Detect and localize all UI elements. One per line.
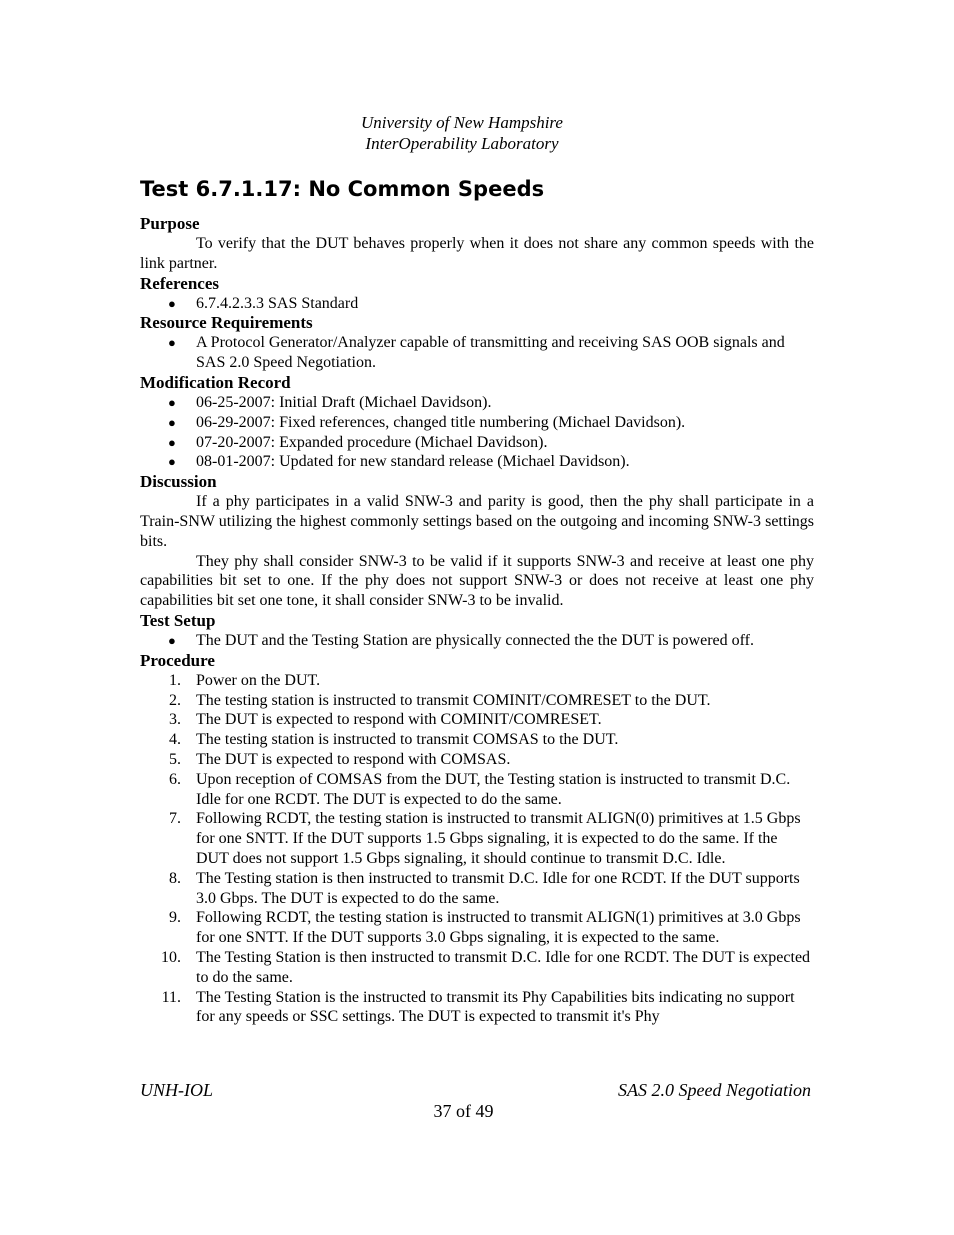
step-number: 2. — [169, 691, 181, 709]
procedure-step — [140, 908, 814, 948]
header-lab: InterOperability Laboratory — [365, 134, 559, 153]
list-item: ● The DUT and the Testing Station are physically connected the the DUT is powered off. — [140, 631, 814, 651]
step-number: 11. — [161, 988, 181, 1006]
procedure-step — [140, 750, 814, 770]
procedure-heading: Procedure — [140, 650, 215, 670]
procedure-step — [140, 691, 814, 711]
references-heading: References — [140, 273, 219, 293]
page-header — [0, 112, 924, 154]
step-text: The testing station is instructed to transmit COMSAS to the DUT. — [196, 731, 619, 749]
header-university: University of New Hampshire — [361, 113, 563, 132]
footer-org: UNH-IOL — [140, 1080, 214, 1100]
resources-heading: Resource Requirements — [140, 313, 313, 333]
step-number: 9. — [169, 909, 181, 927]
list-item: ● 07-20-2007: Expanded procedure (Michael Davidson). — [140, 433, 814, 453]
procedure-step — [140, 710, 814, 730]
step-text: The Testing station is then instructed to transmit D.C. Idle for one RCDT. If the DUT supports 3.0 Gbps. The DUT is expected to do the same. — [196, 869, 800, 907]
step-text: The DUT is expected to respond with COMINIT/COMRESET. — [196, 711, 602, 729]
list-item: ● 6.7.4.2.3.3 SAS Standard — [140, 294, 814, 314]
procedure-step — [140, 869, 814, 909]
list-item: ● 06-25-2007: Initial Draft (Michael Davidson). — [140, 393, 814, 413]
list-item: ● A Protocol Generator/Analyzer capable of transmitting and receiving SAS OOB signals and SAS 2.0 Speed Negotiation. — [140, 333, 814, 373]
page-title: Test 6.7.1.17: No Common Speeds — [140, 177, 545, 201]
step-text: The testing station is instructed to transmit COMINIT/COMRESET to the DUT. — [196, 691, 711, 709]
purpose-text: To verify that the DUT behaves properly when it does not share any common speeds with the link partner. — [140, 235, 814, 272]
setup-list — [140, 631, 814, 651]
procedure-list — [140, 671, 814, 1027]
step-text: The DUT is expected to respond with COMSAS. — [196, 750, 511, 768]
procedure-step — [140, 671, 814, 691]
resources-list — [140, 333, 814, 373]
procedure-step — [140, 730, 814, 750]
footer-doc-title: SAS 2.0 Speed Negotiation — [618, 1080, 811, 1100]
references-list — [140, 294, 814, 314]
step-number: 1. — [169, 671, 181, 689]
step-number: 10. — [161, 948, 181, 966]
step-text: Power on the DUT. — [196, 671, 321, 689]
procedure-step — [140, 770, 814, 810]
setup-heading: Test Setup — [140, 610, 216, 630]
step-number: 3. — [169, 711, 181, 729]
discussion-paragraph: If a phy participates in a valid SNW-3 and parity is good, then the phy shall participate in a Train-SNW utilizing the highest commonly settings based on the outgoing and incoming SNW-3 settings bits. — [140, 493, 814, 550]
step-number: 7. — [169, 810, 181, 828]
step-text: Upon reception of COMSAS from the DUT, the Testing station is instructed to transmit D.C. Idle for one RCDT. The DUT is expected to do the same. — [196, 770, 791, 808]
procedure-step — [140, 809, 814, 868]
step-number: 4. — [169, 731, 181, 749]
list-item: ● 06-29-2007: Fixed references, changed title numbering (Michael Davidson). — [140, 413, 814, 433]
step-text: The Testing Station is the instructed to transmit its Phy Capabilities bits indicating no support for any speeds or SSC settings. The DUT is expected to transmit it's Phy — [196, 988, 795, 1026]
discussion-heading: Discussion — [140, 472, 217, 492]
discussion-paragraph: They phy shall consider SNW-3 to be valid if it supports SNW-3 and receive at least one phy capabilities bit set to one. If the phy does not support SNW-3 or does not receive at least one phy capabilities bit set one tone, it shall consider SNW-3 to be invalid. — [140, 552, 814, 610]
page-number: 37 of 49 — [433, 1101, 494, 1121]
document-body — [140, 174, 814, 1027]
step-number: 6. — [169, 770, 181, 788]
step-text: Following RCDT, the testing station is instructed to transmit ALIGN(1) primitives at 3.0 Gbps for one SNTT. If the DUT supports 3.0 Gbps signaling, it is expected to the same. — [196, 909, 801, 947]
step-text: The Testing Station is then instructed to transmit D.C. Idle for one RCDT. The DUT is expected to do the same. — [196, 948, 811, 986]
modification-heading: Modification Record — [140, 372, 291, 392]
modification-list — [140, 393, 814, 472]
procedure-step — [140, 948, 814, 988]
list-item: ● 08-01-2007: Updated for new standard release (Michael Davidson). — [140, 452, 814, 472]
step-number: 5. — [169, 750, 181, 768]
step-number: 8. — [169, 869, 181, 887]
step-text: Following RCDT, the testing station is instructed to transmit ALIGN(0) primitives at 1.5 Gbps for one SNTT. If the DUT supports 1.5 Gbps signaling, it is expected to do the same. If the DUT does not support 1.5 Gbps signaling, it should continue to transmit D.C. Idle. — [196, 810, 801, 867]
purpose-heading: Purpose — [140, 214, 200, 233]
procedure-step — [140, 988, 814, 1028]
